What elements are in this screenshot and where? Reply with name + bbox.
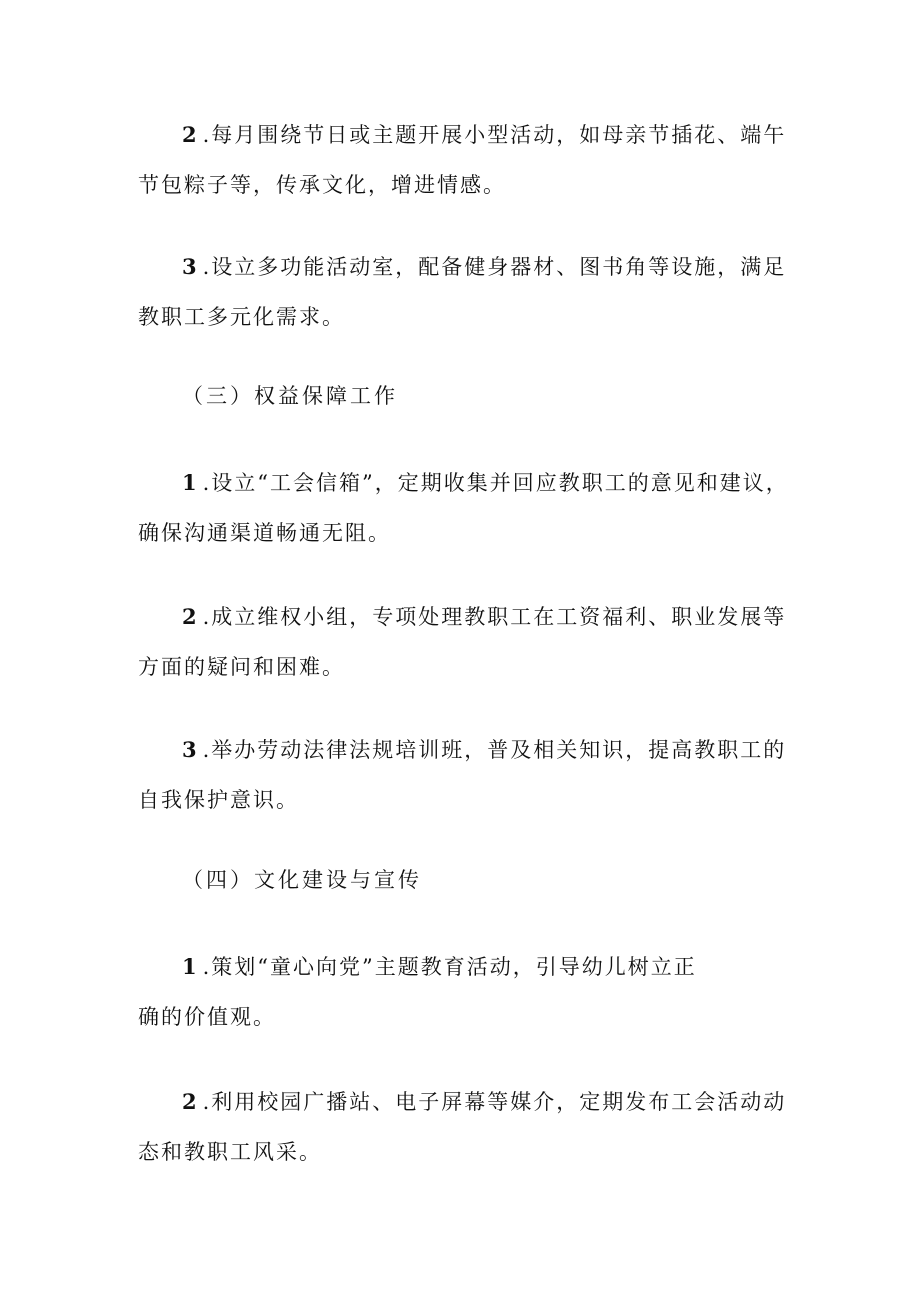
paragraph-item <box>138 110 793 210</box>
item-text: .利用校园广播站、电子屏幕等媒介，定期发布工会活动动态和教职工风采。 <box>138 1090 787 1164</box>
item-number: 3 <box>182 737 203 762</box>
item-number: 2 <box>182 122 203 147</box>
section-heading: （四）文化建设与宣传 <box>182 868 422 892</box>
item-number: 2 <box>182 1089 203 1114</box>
item-text: .设立多功能活动室，配备健身器材、图书角等设施，满足教职工多元化需求。 <box>138 255 787 329</box>
paragraph-item <box>138 1077 793 1177</box>
item-text: .设立“工会信箱”，定期收集并回应教职工的意见和建议，确保沟通渠道畅通无阻。 <box>138 471 789 545</box>
item-text: .每月围绕节日或主题开展小型活动，如母亲节插花、端午节包粽子等，传承文化，增进情感。 <box>138 123 787 197</box>
paragraph-item <box>138 242 793 342</box>
item-text: .举办劳动法律法规培训班，普及相关知识，提高教职工的自我保护意识。 <box>138 738 787 812</box>
item-number: 2 <box>182 604 203 629</box>
item-text: .策划“童心向党”主题教育活动，引导幼儿树立正 <box>202 955 697 979</box>
paragraph-item <box>138 725 793 825</box>
item-number: 1 <box>182 954 203 979</box>
paragraph-item <box>138 942 793 1042</box>
item-text: .成立维权小组，专项处理教职工在工资福利、职业发展等方面的疑问和困难。 <box>138 605 787 679</box>
item-text-continued: 确的价值观。 <box>138 1005 276 1029</box>
section-heading: （三）权益保障工作 <box>182 384 398 408</box>
item-number: 3 <box>182 254 203 279</box>
paragraph-item <box>138 592 793 692</box>
item-number: 1 <box>182 470 203 495</box>
paragraph-item <box>138 458 793 558</box>
